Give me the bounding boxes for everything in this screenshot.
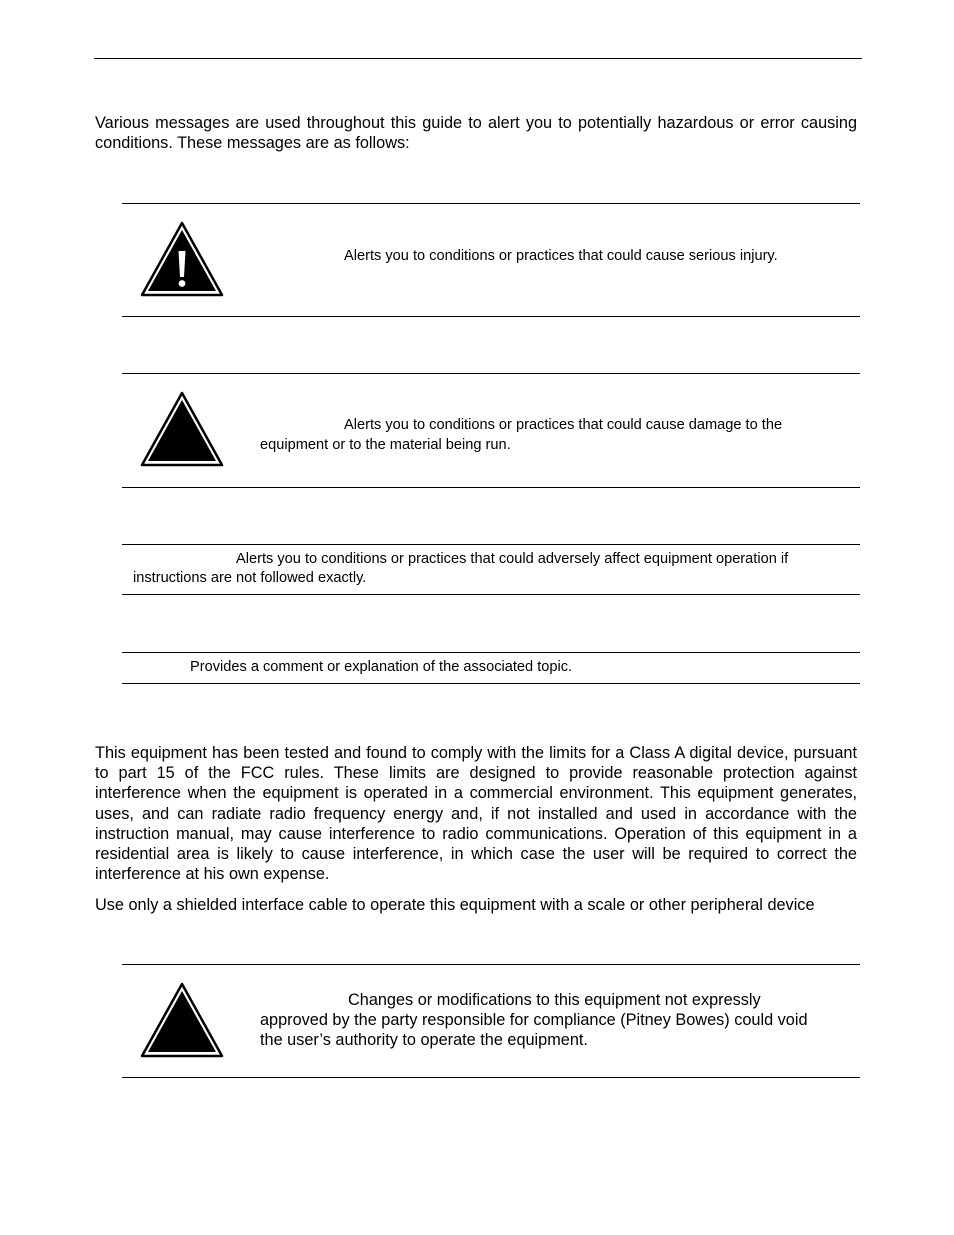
warning-exclamation-icon [140, 221, 224, 297]
fcc-caution-text-line3: the user’s authority to operate the equipment. [260, 1031, 588, 1049]
note-top-rule [122, 652, 860, 653]
important-top-rule [122, 544, 860, 545]
fcc-caution-top-rule [122, 964, 860, 965]
fcc-caution-text-line2: approved by the party responsible for compliance (Pitney Bowes) could void [260, 1011, 808, 1029]
warning-text: Alerts you to conditions or practices that could cause serious injury. [344, 248, 778, 264]
important-text-line1: Alerts you to conditions or practices that could adversely affect equipment operation if [236, 551, 789, 567]
important-bottom-rule [122, 594, 860, 595]
caution-triangle-icon [140, 982, 224, 1058]
note-text: Provides a comment or explanation of the associated topic. [190, 659, 573, 675]
caution-text-line2: equipment or to the material being run. [260, 437, 511, 453]
caution-top-rule [122, 373, 860, 374]
warning-top-rule [122, 203, 860, 204]
warning-bottom-rule [122, 316, 860, 317]
header-rule [94, 58, 862, 59]
fcc-caution-bottom-rule [122, 1077, 860, 1078]
intro-paragraph: Various messages are used throughout this guide to alert you to potentially hazardous or error causing conditions. These messages are as follows: [95, 114, 857, 153]
fcc-paragraph-1: This equipment has been tested and found to comply with the limits for a Class A digital device, pursuant to part 15 of the FCC rules. These limits are designed to provide reasonable protection against interference when the equipment is operated in a commercial environment. This equipment generates, uses, and can radiate radio frequency energy and, if not installed and used in accordance with the instruction manual, may cause interference to radio communications. Operation of this equipment in a residential area is likely to cause interference, in which case the user will be required to correct the interference at his own expense. [95, 744, 857, 884]
important-text-line2: instructions are not followed exactly. [133, 570, 367, 586]
caution-text-line1: Alerts you to conditions or practices that could cause damage to the [344, 417, 783, 433]
caution-triangle-icon [140, 391, 224, 467]
fcc-caution-text-line1: Changes or modifications to this equipment not expressly [348, 991, 761, 1009]
note-bottom-rule [122, 683, 860, 684]
fcc-paragraph-2: Use only a shielded interface cable to operate this equipment with a scale or other peripheral device [95, 896, 815, 914]
caution-bottom-rule [122, 487, 860, 488]
